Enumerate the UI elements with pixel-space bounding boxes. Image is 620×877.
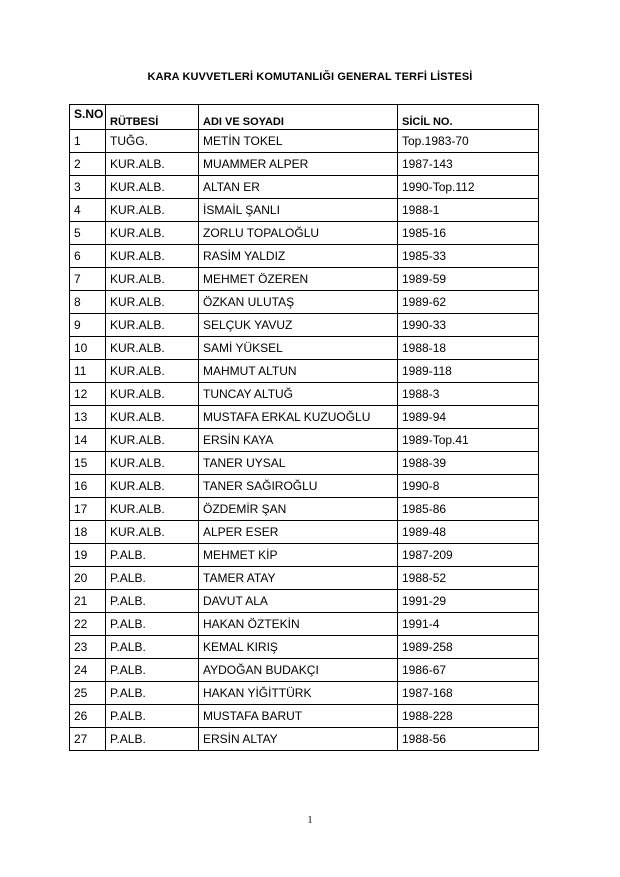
cell-rank: KUR.ALB.	[106, 360, 199, 383]
table-row	[70, 383, 539, 406]
cell-sequence-number: 11	[70, 360, 106, 383]
cell-full-name: TAMER ATAY	[199, 567, 398, 590]
cell-rank: KUR.ALB.	[106, 406, 199, 429]
table-body	[70, 130, 539, 751]
cell-registry-number: Top.1983-70	[398, 130, 539, 153]
table-row	[70, 291, 539, 314]
table-row	[70, 636, 539, 659]
cell-rank: KUR.ALB.	[106, 291, 199, 314]
cell-sequence-number: 26	[70, 705, 106, 728]
cell-rank: KUR.ALB.	[106, 176, 199, 199]
cell-registry-number: 1990-Top.112	[398, 176, 539, 199]
cell-full-name: MAHMUT ALTUN	[199, 360, 398, 383]
cell-registry-number: 1989-258	[398, 636, 539, 659]
cell-sequence-number: 21	[70, 590, 106, 613]
cell-full-name: ÖZDEMİR ŞAN	[199, 498, 398, 521]
table-header-row	[70, 105, 539, 130]
cell-full-name: ERSİN KAYA	[199, 429, 398, 452]
cell-sequence-number: 22	[70, 613, 106, 636]
cell-registry-number: 1988-52	[398, 567, 539, 590]
table-row	[70, 498, 539, 521]
cell-full-name: MEHMET ÖZEREN	[199, 268, 398, 291]
cell-registry-number: 1988-3	[398, 383, 539, 406]
cell-registry-number: 1985-16	[398, 222, 539, 245]
cell-rank: P.ALB.	[106, 613, 199, 636]
table-row	[70, 176, 539, 199]
cell-full-name: RASİM YALDIZ	[199, 245, 398, 268]
table-row	[70, 682, 539, 705]
cell-full-name: ERSİN ALTAY	[199, 728, 398, 751]
cell-sequence-number: 8	[70, 291, 106, 314]
cell-registry-number: 1988-1	[398, 199, 539, 222]
table-row	[70, 222, 539, 245]
table-row	[70, 544, 539, 567]
cell-sequence-number: 20	[70, 567, 106, 590]
cell-rank: KUR.ALB.	[106, 337, 199, 360]
cell-sequence-number: 3	[70, 176, 106, 199]
cell-full-name: AYDOĞAN BUDAKÇI	[199, 659, 398, 682]
cell-sequence-number: 16	[70, 475, 106, 498]
table-row	[70, 199, 539, 222]
cell-rank: KUR.ALB.	[106, 222, 199, 245]
table-row	[70, 452, 539, 475]
cell-registry-number: 1990-33	[398, 314, 539, 337]
cell-registry-number: 1989-48	[398, 521, 539, 544]
cell-sequence-number: 27	[70, 728, 106, 751]
cell-rank: KUR.ALB.	[106, 268, 199, 291]
table-row	[70, 337, 539, 360]
cell-full-name: HAKAN ÖZTEKİN	[199, 613, 398, 636]
cell-full-name: METİN TOKEL	[199, 130, 398, 153]
cell-sequence-number: 14	[70, 429, 106, 452]
cell-rank: KUR.ALB.	[106, 452, 199, 475]
table-row	[70, 613, 539, 636]
table-row	[70, 268, 539, 291]
cell-sequence-number: 5	[70, 222, 106, 245]
cell-sequence-number: 9	[70, 314, 106, 337]
cell-registry-number: 1987-143	[398, 153, 539, 176]
cell-registry-number: 1990-8	[398, 475, 539, 498]
cell-rank: KUR.ALB.	[106, 498, 199, 521]
cell-full-name: İSMAİL ŞANLI	[199, 199, 398, 222]
cell-registry-number: 1985-86	[398, 498, 539, 521]
cell-registry-number: 1989-Top.41	[398, 429, 539, 452]
cell-full-name: SAMİ YÜKSEL	[199, 337, 398, 360]
cell-sequence-number: 18	[70, 521, 106, 544]
cell-registry-number: 1986-67	[398, 659, 539, 682]
cell-full-name: MUSTAFA ERKAL KUZUOĞLU	[199, 406, 398, 429]
table-row	[70, 521, 539, 544]
table-row	[70, 314, 539, 337]
cell-sequence-number: 2	[70, 153, 106, 176]
cell-registry-number: 1991-4	[398, 613, 539, 636]
cell-rank: KUR.ALB.	[106, 245, 199, 268]
cell-sequence-number: 6	[70, 245, 106, 268]
cell-rank: KUR.ALB.	[106, 314, 199, 337]
table-row	[70, 153, 539, 176]
cell-registry-number: 1987-209	[398, 544, 539, 567]
cell-registry-number: 1991-29	[398, 590, 539, 613]
table-row	[70, 130, 539, 153]
cell-rank: KUR.ALB.	[106, 199, 199, 222]
cell-registry-number: 1988-56	[398, 728, 539, 751]
cell-full-name: HAKAN YİĞİTTÜRK	[199, 682, 398, 705]
cell-rank: TUĞG.	[106, 130, 199, 153]
cell-rank: KUR.ALB.	[106, 383, 199, 406]
cell-registry-number: 1988-228	[398, 705, 539, 728]
header-sequence-number: S.NO	[70, 105, 106, 130]
cell-sequence-number: 10	[70, 337, 106, 360]
promotion-list-table	[69, 104, 539, 751]
table-row	[70, 475, 539, 498]
cell-registry-number: 1989-94	[398, 406, 539, 429]
header-registry-number: SİCİL NO.	[398, 105, 539, 130]
table-row	[70, 360, 539, 383]
cell-rank: P.ALB.	[106, 682, 199, 705]
cell-sequence-number: 12	[70, 383, 106, 406]
cell-sequence-number: 1	[70, 130, 106, 153]
cell-rank: P.ALB.	[106, 567, 199, 590]
page-number: 1	[307, 815, 313, 826]
cell-registry-number: 1988-18	[398, 337, 539, 360]
cell-full-name: ÖZKAN ULUTAŞ	[199, 291, 398, 314]
cell-registry-number: 1987-168	[398, 682, 539, 705]
cell-sequence-number: 19	[70, 544, 106, 567]
table-row	[70, 406, 539, 429]
cell-rank: P.ALB.	[106, 544, 199, 567]
cell-registry-number: 1989-59	[398, 268, 539, 291]
cell-rank: P.ALB.	[106, 705, 199, 728]
cell-rank: KUR.ALB.	[106, 153, 199, 176]
cell-rank: P.ALB.	[106, 728, 199, 751]
cell-sequence-number: 15	[70, 452, 106, 475]
cell-rank: P.ALB.	[106, 636, 199, 659]
cell-sequence-number: 4	[70, 199, 106, 222]
cell-registry-number: 1989-118	[398, 360, 539, 383]
table-row	[70, 728, 539, 751]
cell-full-name: TUNCAY ALTUĞ	[199, 383, 398, 406]
cell-rank: P.ALB.	[106, 590, 199, 613]
cell-sequence-number: 13	[70, 406, 106, 429]
cell-full-name: MUAMMER ALPER	[199, 153, 398, 176]
cell-rank: KUR.ALB.	[106, 521, 199, 544]
cell-full-name: ALPER ESER	[199, 521, 398, 544]
cell-sequence-number: 7	[70, 268, 106, 291]
table-row	[70, 590, 539, 613]
cell-sequence-number: 17	[70, 498, 106, 521]
cell-rank: KUR.ALB.	[106, 429, 199, 452]
cell-full-name: MUSTAFA BARUT	[199, 705, 398, 728]
cell-full-name: TANER UYSAL	[199, 452, 398, 475]
cell-full-name: DAVUT ALA	[199, 590, 398, 613]
table-row	[70, 659, 539, 682]
header-rank: RÜTBESİ	[106, 105, 199, 130]
cell-sequence-number: 25	[70, 682, 106, 705]
cell-sequence-number: 23	[70, 636, 106, 659]
cell-full-name: MEHMET KİP	[199, 544, 398, 567]
cell-registry-number: 1988-39	[398, 452, 539, 475]
header-full-name: ADI VE SOYADI	[199, 105, 398, 130]
document-title: KARA KUVVETLERİ KOMUTANLIĞI GENERAL TERFİ LİSTESİ	[147, 71, 473, 83]
table-row	[70, 245, 539, 268]
table-row	[70, 567, 539, 590]
table-row	[70, 705, 539, 728]
table-row	[70, 429, 539, 452]
cell-full-name: TANER SAĞIROĞLU	[199, 475, 398, 498]
cell-full-name: ALTAN ER	[199, 176, 398, 199]
cell-rank: P.ALB.	[106, 659, 199, 682]
cell-full-name: ZORLU TOPALOĞLU	[199, 222, 398, 245]
cell-rank: KUR.ALB.	[106, 475, 199, 498]
cell-registry-number: 1985-33	[398, 245, 539, 268]
cell-sequence-number: 24	[70, 659, 106, 682]
cell-full-name: SELÇUK YAVUZ	[199, 314, 398, 337]
cell-registry-number: 1989-62	[398, 291, 539, 314]
cell-full-name: KEMAL KIRIŞ	[199, 636, 398, 659]
